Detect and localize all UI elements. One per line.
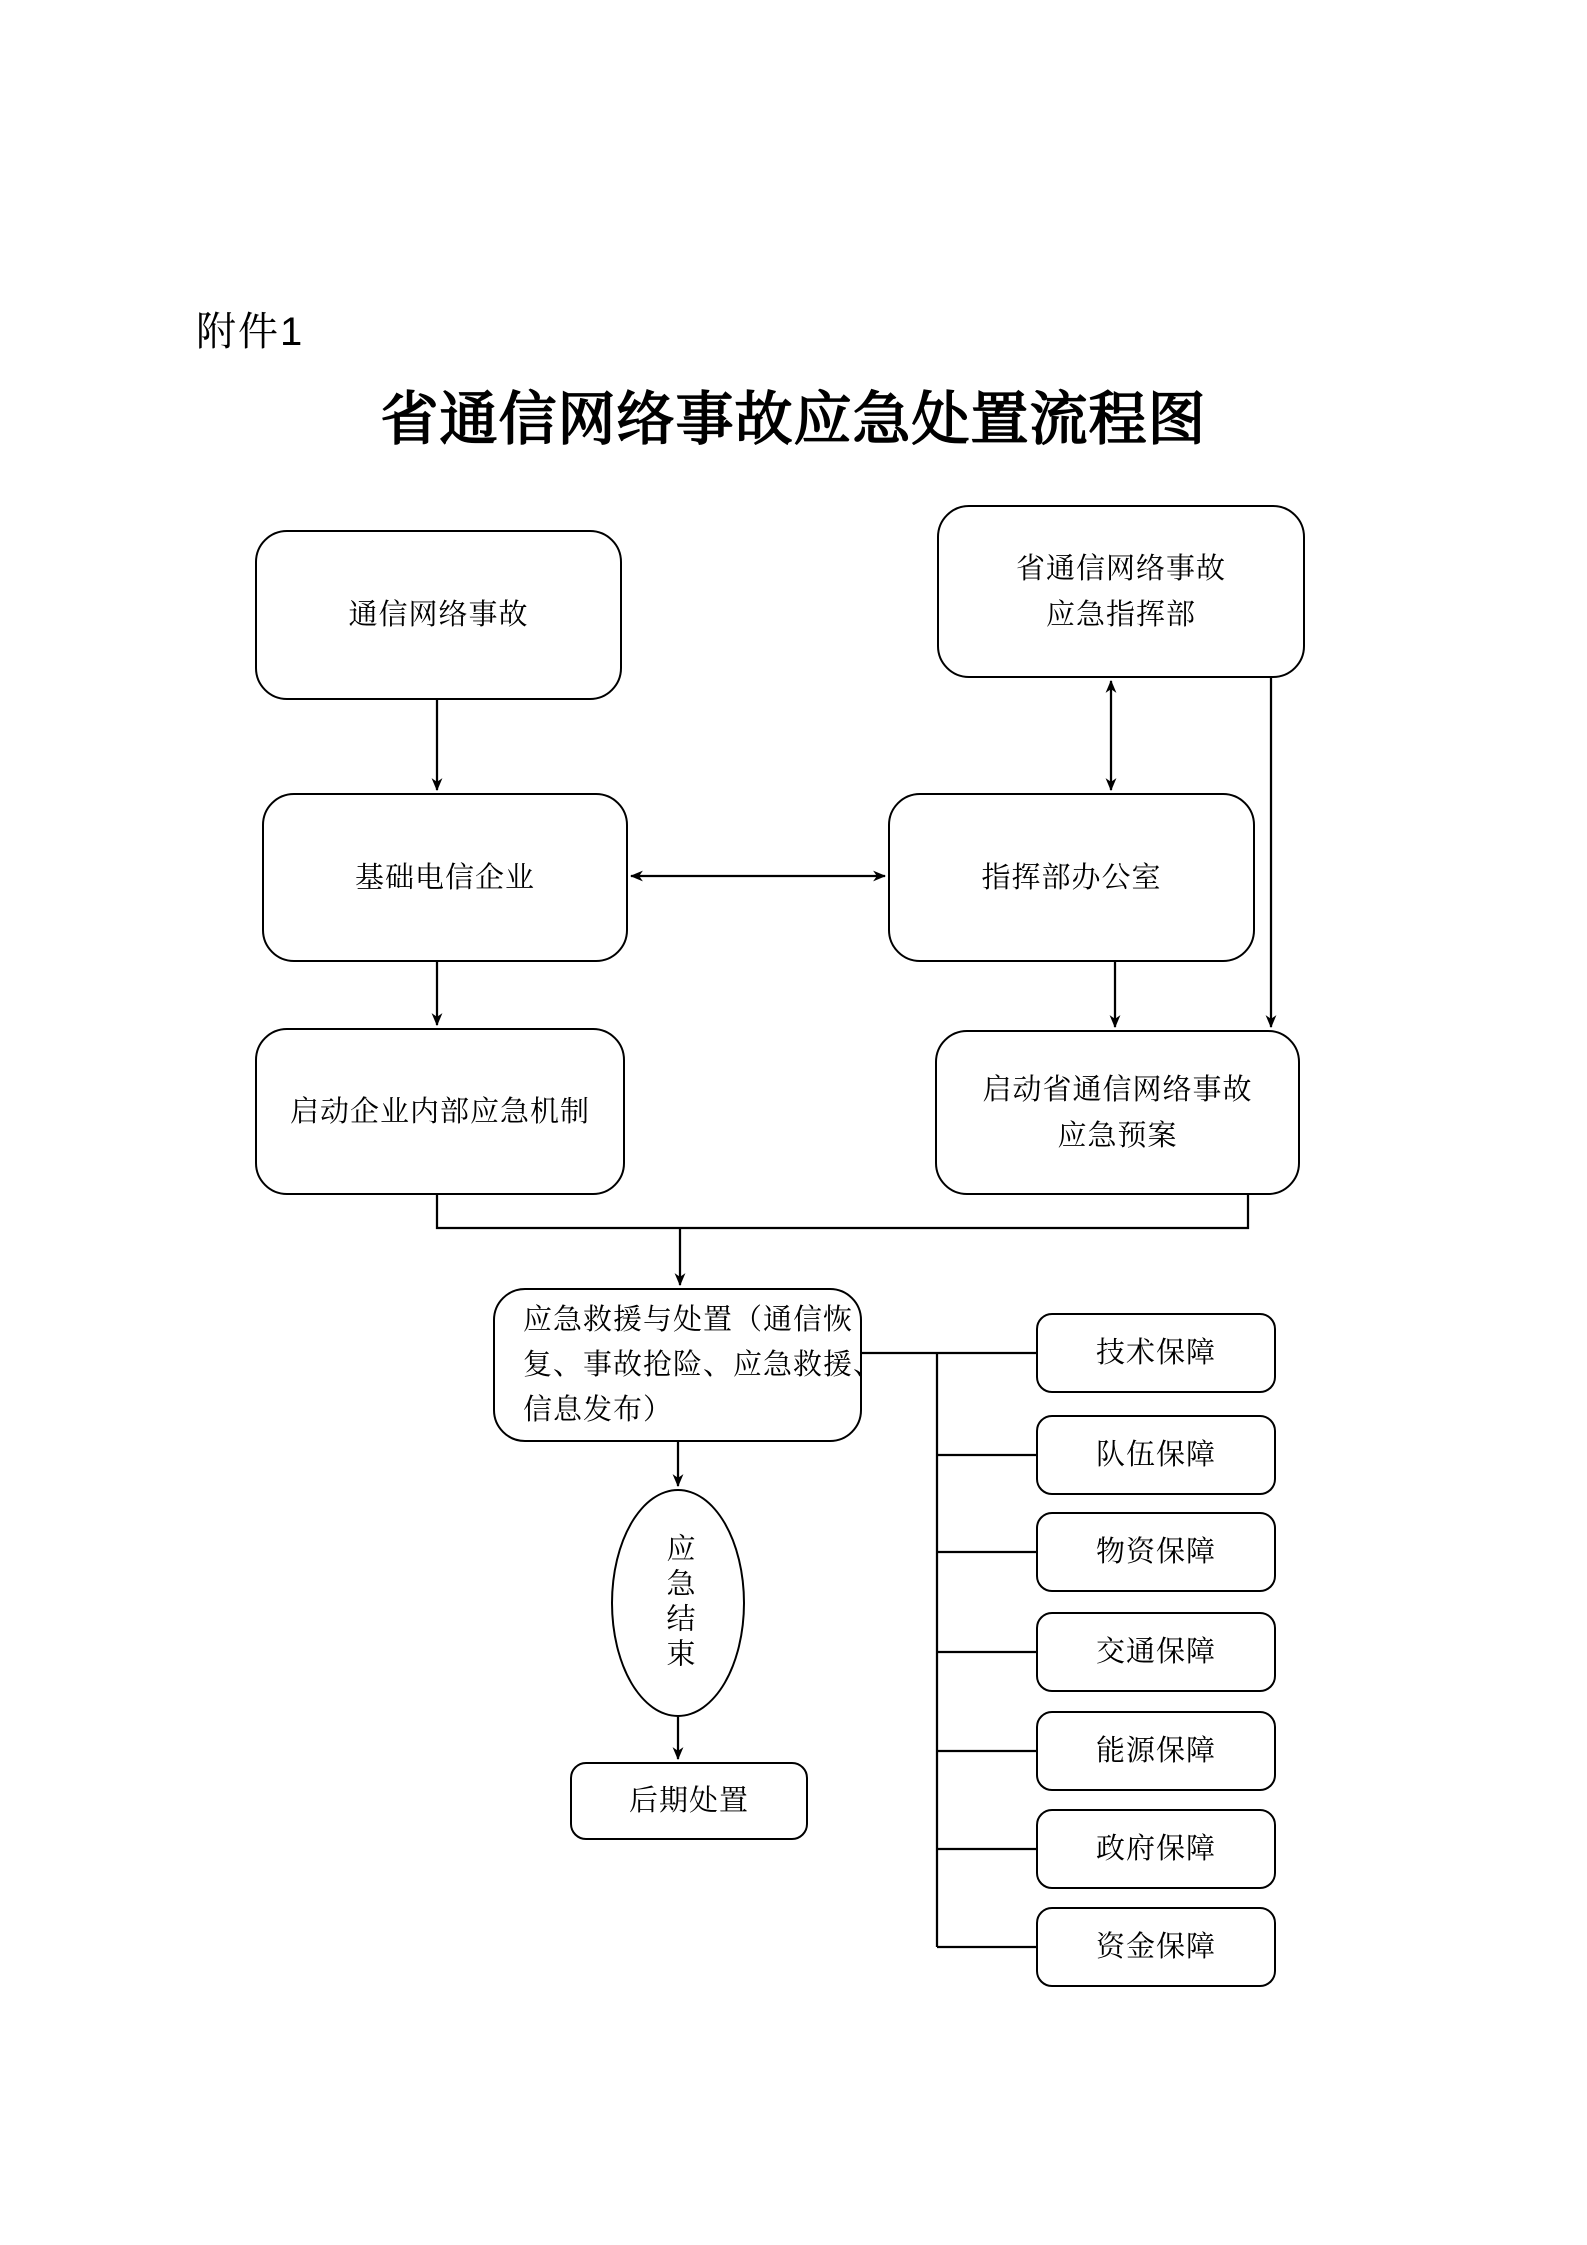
node-emergency-end [611, 1489, 745, 1717]
node-start-internal-emergency-mechanism [255, 1028, 625, 1195]
connector-merge-rail [437, 1195, 1248, 1228]
node-support-technical [1036, 1313, 1276, 1393]
node-label: 应急结束 [662, 1533, 695, 1673]
node-support-team [1036, 1415, 1276, 1495]
node-provincial-emergency-headquarters [937, 505, 1305, 678]
node-support-materials [1036, 1512, 1276, 1592]
node-label-line2: 应急指挥部 [1045, 598, 1196, 631]
node-start-provincial-emergency-plan [935, 1030, 1300, 1195]
node-label-line2: 应急预案 [1057, 1119, 1178, 1152]
node-label: 政府保障 [1095, 1833, 1216, 1865]
node-label: 资金保障 [1095, 1931, 1216, 1963]
node-label-line3: 信息发布） [523, 1393, 674, 1426]
node-label: 技术保障 [1095, 1337, 1216, 1369]
node-support-funding [1036, 1907, 1276, 1987]
node-label: 启动企业内部应急机制 [289, 1095, 590, 1128]
node-label: 队伍保障 [1095, 1439, 1216, 1471]
node-label: 指挥部办公室 [981, 861, 1162, 894]
node-headquarters-office [888, 793, 1255, 962]
node-support-energy [1036, 1711, 1276, 1791]
node-label: 通信网络事故 [348, 599, 529, 631]
node-communication-network-incident [255, 530, 622, 700]
node-label: 交通保障 [1095, 1636, 1216, 1668]
attachment-label: 附件1 [196, 310, 305, 354]
node-label-line1: 启动省通信网络事故 [982, 1073, 1253, 1106]
node-label: 能源保障 [1095, 1735, 1216, 1767]
node-emergency-rescue-and-disposal [493, 1288, 884, 1442]
node-label: 后期处置 [628, 1785, 749, 1817]
node-label-line1: 应急救援与处置（通信恢 [523, 1303, 854, 1336]
node-label-line1: 省通信网络事故 [1015, 552, 1226, 585]
page-title: 省通信网络事故应急处置流程图 [380, 387, 1207, 452]
node-label-line2: 复、事故抢险、应急救援、 [523, 1348, 884, 1381]
node-label: 物资保障 [1095, 1536, 1216, 1568]
node-post-disposal [570, 1762, 808, 1840]
node-label: 基础电信企业 [354, 861, 535, 894]
node-basic-telecom-enterprise [262, 793, 628, 962]
node-support-government [1036, 1809, 1276, 1889]
node-support-transport [1036, 1612, 1276, 1692]
